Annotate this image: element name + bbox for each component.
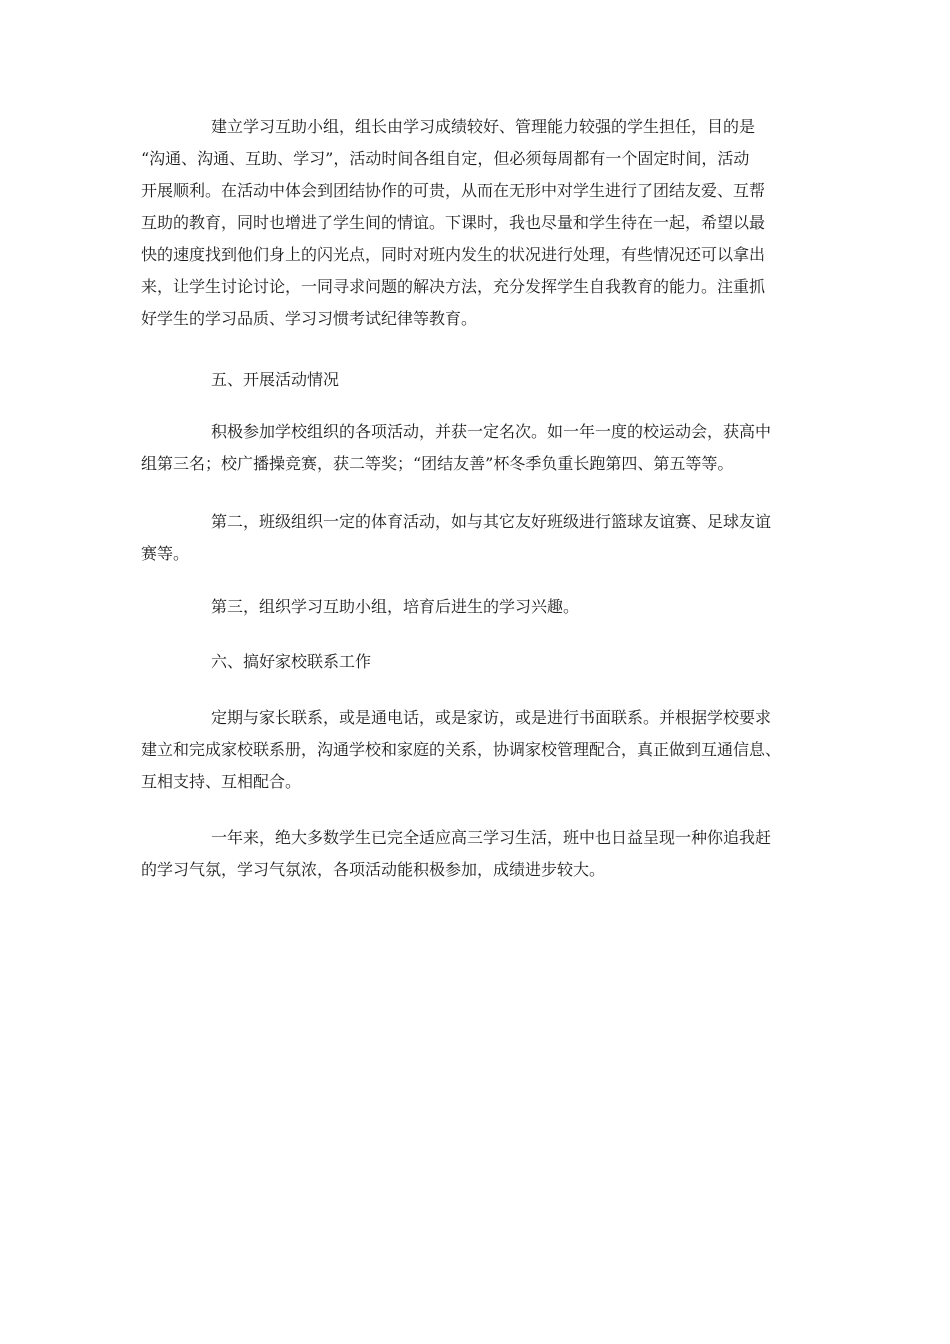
text-line: 建立学习互助小组，组长由学习成绩较好、管理能力较强的学生担任，目的是	[211, 117, 756, 136]
text-line: 开展顺利。在活动中体会到团结协作的可贵，从而在无形中对学生进行了团结友爱、互帮	[141, 181, 766, 200]
text-line: 来，让学生讨论讨论，一同寻求问题的解决方法，充分发挥学生自我教育的能力。注重抓	[141, 277, 766, 296]
section-heading: 六、搞好家校联系工作	[211, 652, 372, 671]
text-line: 赛等。	[141, 544, 190, 563]
text-line: 互助的教育，同时也增进了学生间的情谊。下课时，我也尽量和学生待在一起，希望以最	[141, 213, 766, 232]
text-line: 第二，班级组织一定的体育活动，如与其它友好班级进行篮球友谊赛、足球友谊	[211, 512, 772, 531]
text-line: 好学生的学习品质、学习习惯考试纪律等教育。	[141, 309, 478, 328]
text-line: 的学习气氛，学习气氛浓，各项活动能积极参加，成绩进步较大。	[141, 860, 606, 879]
text-line: 快的速度找到他们身上的闪光点，同时对班内发生的状况进行处理，有些情况还可以拿出	[141, 245, 766, 264]
text-line: 建立和完成家校联系册，沟通学校和家庭的关系，协调家校管理配合，真正做到互通信息、	[141, 740, 782, 759]
text-line: 一年来，绝大多数学生已完全适应高三学习生活，班中也日益呈现一种你追我赶	[211, 828, 772, 847]
text-line: 互相支持、互相配合。	[141, 772, 302, 791]
text-line: “沟通、沟通、互助、学习”，活动时间各组自定，但必须每周都有一个固定时间，活动	[141, 149, 750, 168]
text-line: 第三，组织学习互助小组，培育后进生的学习兴趣。	[211, 597, 580, 616]
text-line: 积极参加学校组织的各项活动，并获一定名次。如一年一度的校运动会，获高中	[211, 422, 772, 441]
text-line: 定期与家长联系，或是通电话，或是家访，或是进行书面联系。并根据学校要求	[211, 708, 772, 727]
section-heading: 五、开展活动情况	[211, 370, 340, 389]
text-line: 组第三名；校广播操竞赛，获二等奖；“团结友善”杯冬季负重长跑第四、第五等等。	[141, 454, 734, 473]
